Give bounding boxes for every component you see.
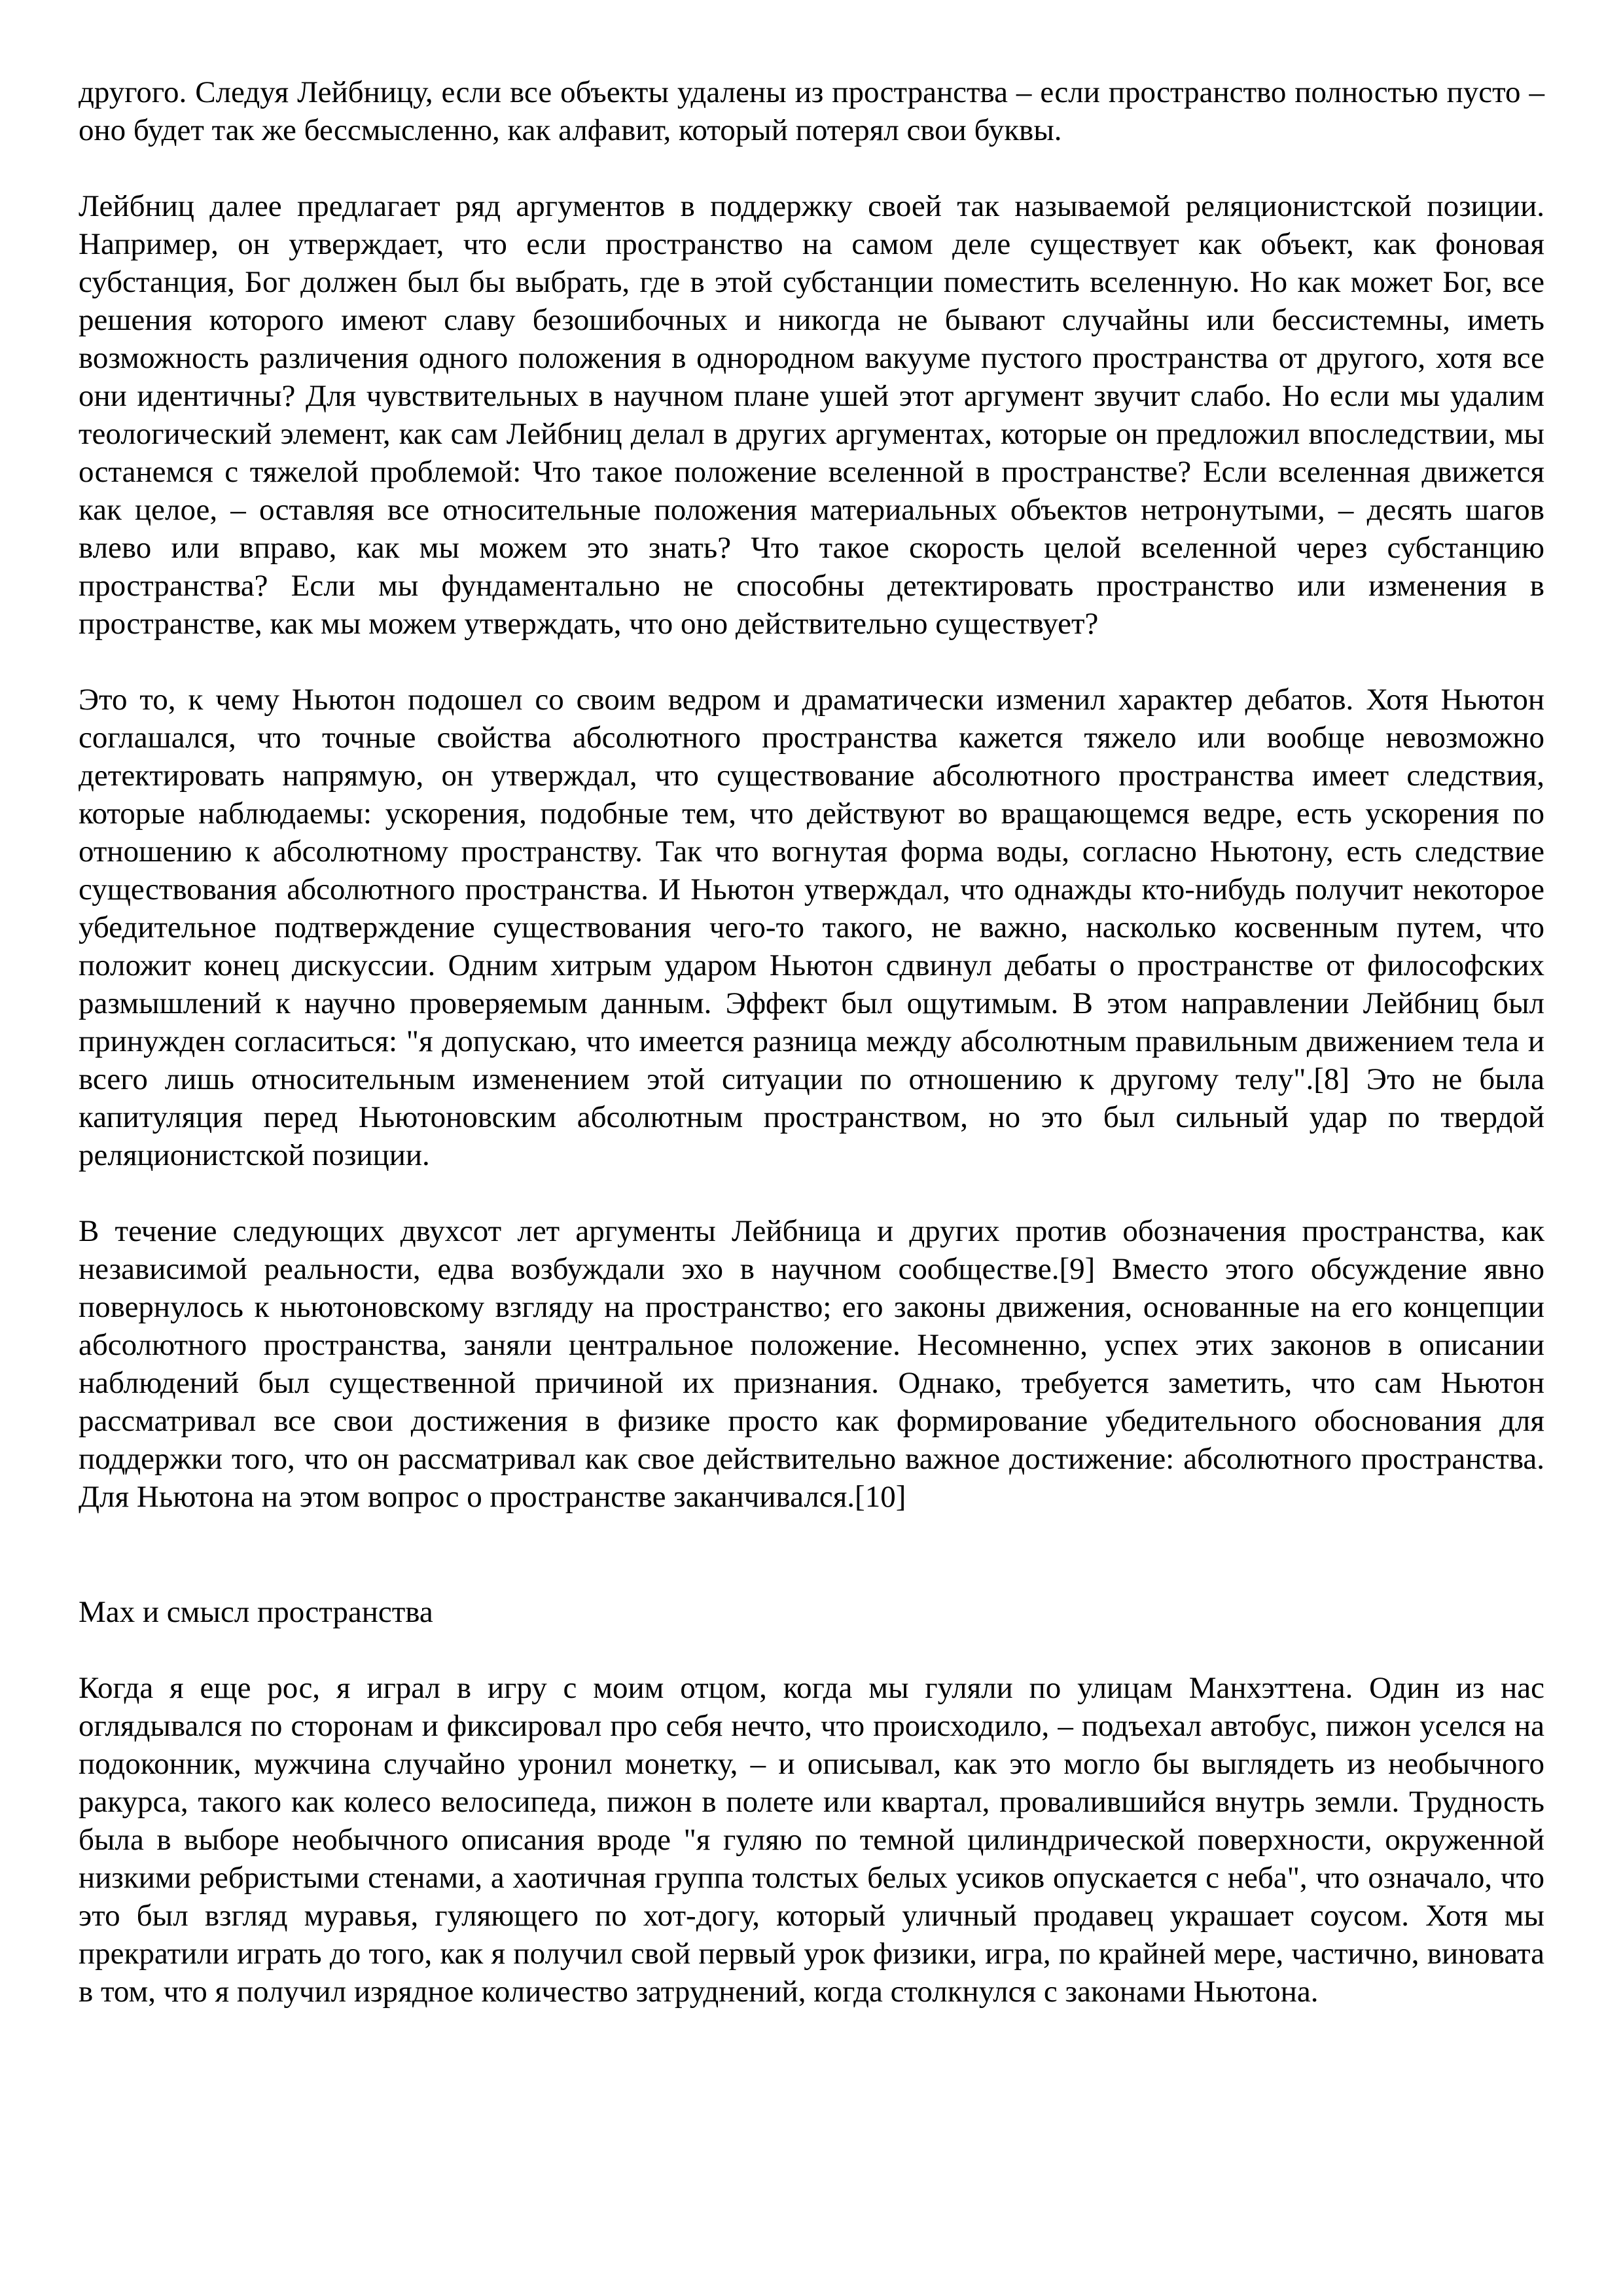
paragraph-newtonian-view: В течение следующих двухсот лет аргументы Лейбница и других против обозначения пространства, как независимой реальности, едва возбуждали эхо в научном сообществе.[9] Вместо этого обсуждение явно повернулось к ньютоновскому взгляду на пространство; его законы движения, основанные на его концепции абсолютного пространства, заняли центральное положение. Несомненно, успех этих законов в описании наблюдений был существенной причиной их признания. Однако, требуется заметить, что сам Ньютон рассматривал все свои достижения в физике просто как формирование убедительного обоснования для поддержки того, что он рассматривал как свое действительно важное достижение: абсолютного пространства. Для Ньютона на этом вопрос о пространстве заканчивался.[10] [79, 1214, 1544, 1514]
document-page [79, 73, 1544, 2011]
paragraph-leibniz-arguments: Лейбниц далее предлагает ряд аргументов в поддержку своей так называемой реляционистской позиции. Например, он утверждает, что если пространство на самом деле существует как объект, как фоновая субстанция, Бог должен был бы выбрать, где в этой субстанции поместить вселенную. Но как может Бог, все решения которого имеют славу безошибочных и никогда не бывают случайны или бессистемны, иметь возможность различения одного положения в однородном вакууме пустого пространства от другого, хотя все они идентичны? Для чувствительных в научном плане ушей этот аргумент звучит слабо. Но если мы удалим теологический элемент, как сам Лейбниц делал в других аргументах, которые он предложил впоследствии, мы останемся с тяжелой проблемой: Что такое положение вселенной в пространстве? Если вселенная движется как целое, – оставляя все относительные положения материальных объектов нетронутыми, – десять шагов влево или вправо, как мы можем это знать? Что такое скорость целой вселенной через субстанцию пространства? Если мы фундаментально не способны детектировать пространство или изменения в пространстве, как мы можем утверждать, что оно действительно существует? [79, 189, 1544, 641]
paragraph-leibniz-empty-space: другого. Следуя Лейбницу, если все объекты удалены из пространства – если пространство полностью пусто – оно будет так же бессмысленно, как алфавит, который потерял свои буквы. [79, 75, 1544, 147]
section-heading: Мах и смысл пространства [79, 1595, 433, 1629]
paragraph-manhattan-game: Когда я еще рос, я играл в игру с моим отцом, когда мы гуляли по улицам Манхэттена. Один из нас оглядывался по сторонам и фиксировал про себя нечто, что происходило, – подъехал автобус, пижон уселся на подоконник, мужчина случайно уронил монетку, – и описывал, как это могло бы выглядеть из необычного ракурса, такого как колесо велосипеда, пижон в полете или квартал, провалившийся внутрь земли. Трудность была в выборе необычного описания вроде "я гуляю по темной цилиндрической поверхности, окруженной низкими ребристыми стенами, а хаотичная группа толстых белых усиков опускается с неба", что означало, что это был взгляд муравья, гуляющего по хот-догу, который уличный продавец украшает соусом. Хотя мы прекратили играть до того, как я получил свой первый урок физики, игра, по крайней мере, частично, виновата в том, что я получил изрядное количество затруднений, когда столкнулся с законами Ньютона. [79, 1671, 1544, 2009]
paragraph-newton-bucket: Это то, к чему Ньютон подошел со своим ведром и драматически изменил характер дебатов. Хотя Ньютон соглашался, что точные свойства абсолютного пространства кажется тяжело или вообще невозможно детектировать напрямую, он утверждал, что существование абсолютного пространства имеет следствия, которые наблюдаемы: ускорения, подобные тем, что действуют во вращающемся ведре, есть ускорения по отношению к абсолютному пространству. Так что вогнутая форма воды, согласно Ньютону, есть следствие существования абсолютного пространства. И Ньютон утверждал, что однажды кто-нибудь получит некоторое убедительное подтверждение существования чего-то такого, не важно, насколько косвенным путем, что положит конец дискуссии. Одним хитрым ударом Ньютон сдвинул дебаты о пространстве от философских размышлений к научно проверяемым данным. Эффект был ощутимым. В этом направлении Лейбниц был принужден согласиться: "я допускаю, что имеется разница между абсолютным правильным движением тела и всего лишь относительным изменением этой ситуации по отношению к другому телу".[8] Это не была капитуляция перед Ньютоновским абсолютным пространством, но это был сильный удар по твердой реляционистской позиции. [79, 683, 1544, 1172]
